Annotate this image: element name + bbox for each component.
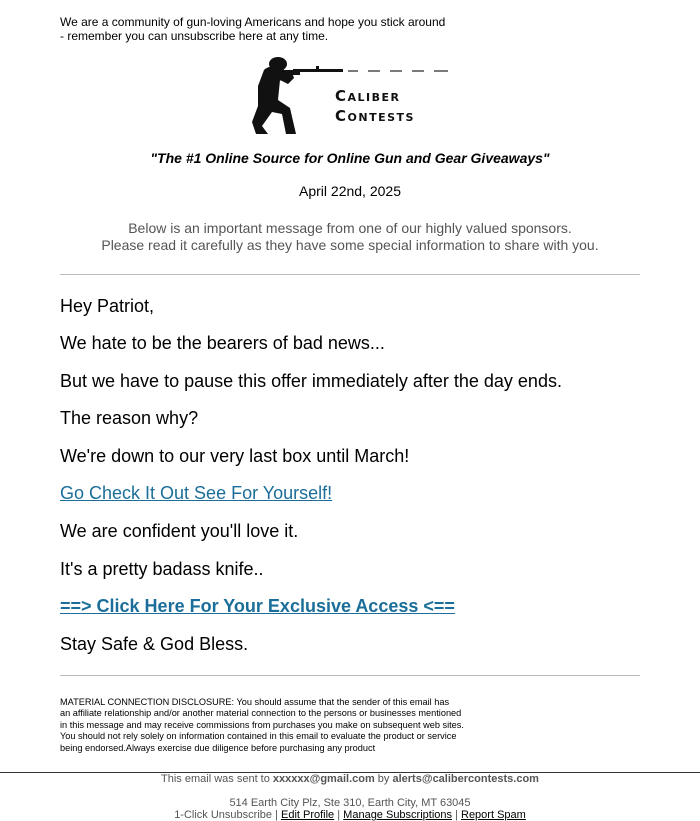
message-line-3: The reason why? bbox=[60, 408, 199, 428]
message-line-6: It's a pretty badass knife.. bbox=[60, 559, 264, 579]
message-line-4: We're down to our very last box until March! bbox=[60, 446, 410, 466]
report-spam-link[interactable]: Report Spam bbox=[461, 809, 526, 821]
footer-links bbox=[0, 809, 700, 821]
disclosure-line: being endorsed.Always exercise due diligence before purchasing any product bbox=[60, 742, 376, 753]
greeting: Hey Patriot, bbox=[60, 296, 155, 316]
logo-line-contests: Contests bbox=[335, 107, 415, 125]
recipient-email: xxxxxx@gmail.com bbox=[272, 773, 375, 785]
disclosure-line: MATERIAL CONNECTION DISCLOSURE: You should assume that the sender of this email has bbox=[60, 697, 450, 707]
sent-by: by bbox=[374, 773, 393, 785]
footer-sent-to bbox=[0, 773, 700, 785]
disclosure-line: an affiliate relationship and/or another material connection to the persons or businesses mentioned bbox=[60, 708, 462, 719]
email-date: April 22nd, 2025 bbox=[299, 183, 401, 199]
disclosure-line: in this message and may receive commissions from purchases you make on subsequent web sites. bbox=[60, 719, 464, 730]
divider-bottom bbox=[60, 675, 640, 676]
check-it-out-link[interactable]: Go Check It Out See For Yourself! bbox=[60, 483, 333, 503]
footer-separator: | bbox=[337, 809, 341, 821]
message-line-1: We hate to be the bearers of bad news... bbox=[60, 333, 385, 353]
intro-line-1: We are a community of gun-loving Americans and hope you stick around bbox=[60, 15, 446, 29]
tagline: "The #1 Online Source for Online Gun and Gear Giveaways" bbox=[150, 150, 550, 166]
divider-top bbox=[60, 274, 640, 275]
signoff: Stay Safe & God Bless. bbox=[60, 634, 249, 654]
disclosure-line: You should not rely solely on information contained in this email to evaluate the product or service bbox=[60, 731, 457, 742]
intro-line-2: - remember you can unsubscribe here at any time. bbox=[60, 29, 329, 43]
one-click-unsubscribe-link[interactable]: 1-Click Unsubscribe bbox=[174, 809, 272, 821]
sender-email: alerts@calibercontests.com bbox=[392, 773, 539, 785]
intro-text bbox=[60, 15, 460, 43]
logo-wordmark bbox=[335, 86, 415, 126]
logo-line-caliber: Caliber bbox=[335, 87, 401, 105]
sponsor-note bbox=[0, 220, 700, 254]
exclusive-access-link[interactable]: ==> Click Here For Your Exclusive Access <== bbox=[60, 596, 455, 616]
footer-separator: | bbox=[455, 809, 458, 821]
message-line-5: We are confident you'll love it. bbox=[60, 521, 299, 541]
message-line-2: But we have to pause this offer immediately after the day ends. bbox=[60, 371, 562, 391]
footer-address: 514 Earth City Plz, Ste 310, Earth City, MT 63045 bbox=[229, 797, 471, 809]
sponsor-note-line-2: Please read it carefully as they have some special information to share with you. bbox=[101, 237, 599, 253]
material-connection-disclosure bbox=[60, 697, 505, 754]
footer-separator: | bbox=[275, 809, 278, 821]
manage-subscriptions-link[interactable]: Manage Subscriptions bbox=[343, 809, 453, 821]
sent-prefix: This email was sent to bbox=[161, 773, 273, 785]
sponsor-note-line-1: Below is an important message from one of our highly valued sponsors. bbox=[128, 220, 572, 236]
edit-profile-link[interactable]: Edit Profile bbox=[280, 809, 335, 821]
caliber-contests-logo bbox=[248, 56, 453, 138]
